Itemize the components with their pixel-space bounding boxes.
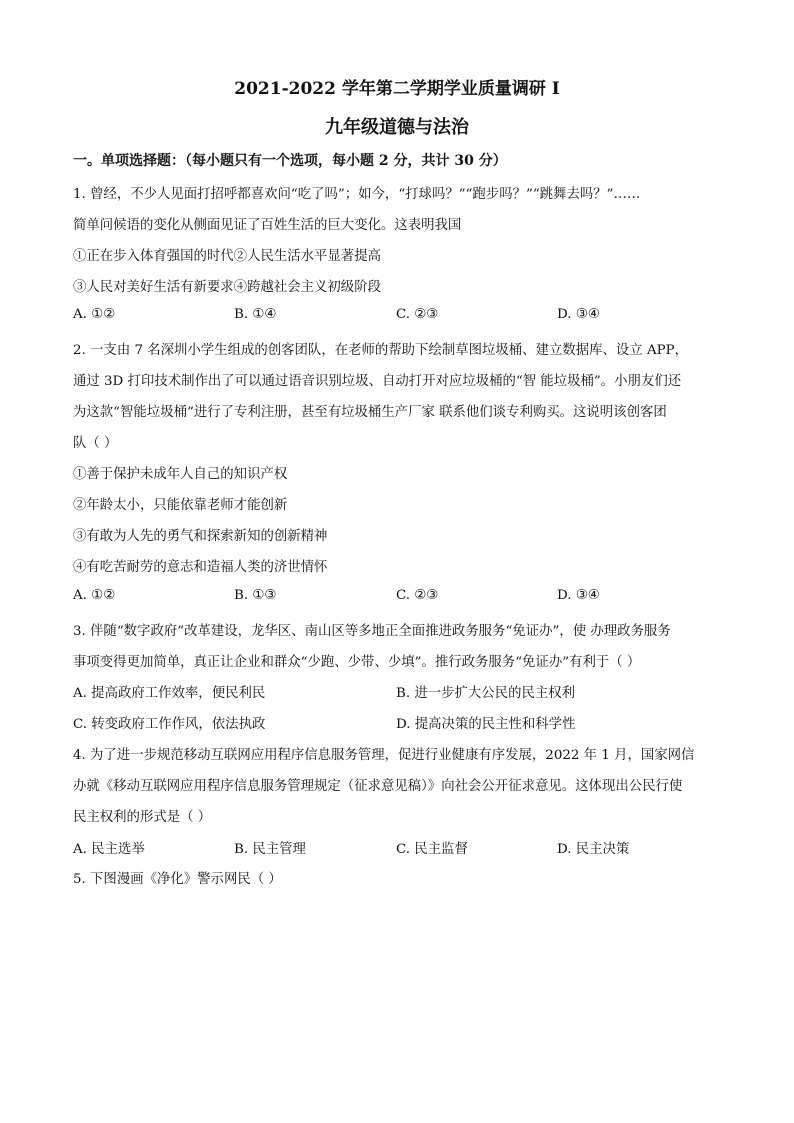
q4-option-c[interactable]: C. 民主监督	[396, 842, 468, 857]
q2-stem-line3: 为这款“智能垃圾桶”进行了专利注册，甚至有垃圾桶生产厂家 联系他们谈专利购买。这说明该创客团	[73, 405, 667, 420]
q3-option-b[interactable]: B. 进一步扩大公民的民主权利	[396, 686, 576, 701]
q4-stem-line3: 民主权利的形式是（ ）	[73, 810, 212, 825]
q2-option-c[interactable]: C. ②③	[396, 588, 439, 603]
q3-stem-line1: 3. 伴随“数字政府”改革建设，龙华区、南山区等多地正全面推进政务服务“免证办”，使 办理政务服务	[73, 624, 671, 639]
q1-stem-line2: 简单问候语的变化从侧面见证了百姓生活的巨大变化。这表明我国	[73, 218, 462, 233]
q2-option-d[interactable]: D. ③④	[557, 588, 600, 603]
q1-option-d[interactable]: D. ③④	[557, 307, 600, 322]
q1-stem-line1: 1. 曾经，不少人见面打招呼都喜欢问“吃了吗”；如今，“打球吗？”“跑步吗？”“跳舞去吗？”……	[73, 187, 641, 202]
exam-title: 2021-2022 学年第二学期学业质量调研 Ⅰ	[234, 79, 560, 99]
q4-stem-line2: 办就《移动互联网应用程序信息服务管理规定（征求意见稿）》向社会公开征求意见。这体现出公民行使	[73, 779, 683, 794]
q2-stem-line1: 2. 一支由 7 名深圳小学生组成的创客团队，在老师的帮助下绘制草图垃圾桶、建立数据库、设立 APP，	[73, 343, 689, 358]
q2-statement-4: ④有吃苦耐劳的意志和造福人类的济世情怀	[73, 560, 328, 575]
q4-option-a[interactable]: A. 民主选举	[73, 842, 145, 857]
q4-option-b[interactable]: B. 民主管理	[234, 842, 306, 857]
q2-option-a[interactable]: A. ①②	[73, 588, 116, 603]
q2-stem-line4: 队（ ）	[73, 436, 118, 451]
q3-option-a[interactable]: A. 提高政府工作效率，便民利民	[73, 686, 266, 701]
q2-option-b[interactable]: B. ①③	[234, 588, 277, 603]
exam-subtitle: 九年级道德与法治	[325, 117, 469, 138]
q1-option-b[interactable]: B. ①④	[234, 307, 277, 322]
q5-stem-line1: 5. 下图漫画《净化》警示网民（ ）	[73, 872, 282, 887]
q3-stem-line2: 事项变得更加简单，真正让企业和群众“少跑、少带、少填”。推行政务服务“免证办”有利于（ ）	[73, 655, 641, 670]
q3-option-c[interactable]: C. 转变政府工作作风，依法执政	[73, 717, 266, 732]
q2-statement-1: ①善于保护未成年人自己的知识产权	[73, 467, 288, 482]
q2-statement-3: ③有敢为人先的勇气和探索新知的创新精神	[73, 529, 328, 544]
q4-stem-line1: 4. 为了进一步规范移动互联网应用程序信息服务管理，促进行业健康有序发展，2022 年 1 月，国家网信	[73, 748, 695, 763]
q2-statement-2: ②年龄太小，只能依靠老师才能创新	[73, 498, 288, 513]
q2-stem-line2: 通过 3D 打印技术制作出了可以通过语音识别垃圾、自动打开对应垃圾桶的“智 能垃圾桶”。小朋友们还	[73, 374, 682, 389]
q1-option-a[interactable]: A. ①②	[73, 307, 116, 322]
q1-option-c[interactable]: C. ②③	[396, 307, 439, 322]
section-heading: 一。单项选择题：（每小题只有一个选项，每小题 2 分，共计 30 分）	[73, 153, 507, 169]
q1-statements-line1: ①正在步入体育强国的时代②人民生活水平显著提高	[73, 249, 381, 264]
q1-statements-line2: ③人民对美好生活有新要求④跨越社会主义初级阶段	[73, 280, 381, 295]
q3-option-d[interactable]: D. 提高决策的民主性和科学性	[396, 717, 576, 732]
q4-option-d[interactable]: D. 民主决策	[557, 842, 630, 857]
